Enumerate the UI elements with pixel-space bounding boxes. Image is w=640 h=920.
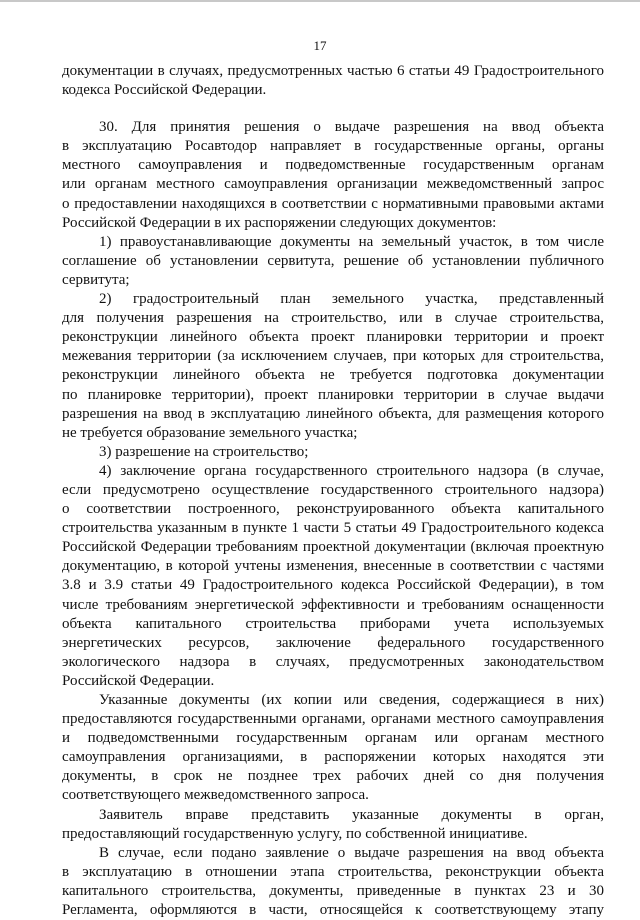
top-edge-rule <box>0 0 640 2</box>
text-line: сервитута; <box>62 271 130 288</box>
text-line: документацию, в которой учтены изменения, внесенные в соответствии с частями <box>62 558 604 575</box>
text-line: межевания территории (за исключением случаев, при которых для строительства, <box>62 348 604 365</box>
text-line: или органам местного самоуправления организации межведомственный запрос <box>62 176 604 193</box>
text-line: по планировке территории), проект планировки территории в случае выдачи <box>62 386 604 403</box>
page-number: 17 <box>313 38 327 53</box>
text-line: реконструкции линейного объекта не требуется подготовка документации <box>62 367 604 384</box>
text-line: соответствующего межведомственного запроса. <box>62 787 369 804</box>
paragraph <box>62 118 604 233</box>
text-line: числе требованиям энергетической эффективности и требованиям оснащенности <box>62 596 604 613</box>
text-line: кодекса Российской Федерации. <box>62 82 267 99</box>
text-line: если предусмотрено осуществление государственного строительного надзора) <box>62 481 604 498</box>
paragraph <box>62 443 604 462</box>
text-line: о соответствии построенного, реконструированного объекта капитального <box>62 501 604 518</box>
text-line: реконструкции линейного объекта проект планировки территории и проект <box>62 329 604 346</box>
text-line: местного самоуправления и подведомственные государственным органам <box>62 157 604 174</box>
text-line: 4) заключение органа государственного строительного надзора (в случае, <box>99 462 604 479</box>
text-line: о предоставлении находящихся в соответствии с нормативными правовыми актами <box>62 195 604 212</box>
text-line: соглашение об установлении сервитута, решение об установлении публичного <box>62 252 604 269</box>
text-line: предоставляются государственными органами, органами местного самоуправления <box>62 711 604 728</box>
text-line: Российской Федерации требованиям проектной документации (включая проектную <box>62 539 604 556</box>
paragraph-gap <box>62 100 604 118</box>
text-line: 2) градостроительный план земельного участка, представленный <box>99 291 604 308</box>
text-line: для получения разрешения на строительство, или в случае строительства, <box>62 310 604 327</box>
paragraph <box>62 806 604 844</box>
text-line: Регламента, оформляются в части, относящейся к соответствующему этапу <box>62 902 604 919</box>
text-line: Российской Федерации. <box>62 672 215 689</box>
text-line: строительства указанным в пункте 1 части 5 статьи 49 Градостроительного кодекса <box>62 520 604 537</box>
text-line: энергетических ресурсов, заключение федерального государственного <box>62 634 604 651</box>
text-line: Указанные документы (их копии или сведения, содержащиеся в них) <box>99 692 604 708</box>
text-line: документы, в срок не позднее трех рабочих дней со дня получения <box>62 768 604 785</box>
text-line: В случае, если подано заявление о выдаче разрешения на ввод объекта <box>99 844 604 861</box>
text-line: и подведомственными государственным органам или органам местного <box>62 730 604 747</box>
document-body <box>62 62 604 920</box>
text-line: 30. Для принятия решения о выдаче разрешения на ввод объекта <box>99 119 604 136</box>
text-line: экологического надзора в случаях, предусмотренных законодательством <box>62 653 604 670</box>
paragraph <box>62 290 604 443</box>
text-line: предоставляющий государственную услугу, по собственной инициативе. <box>62 825 528 842</box>
text-line: в эксплуатацию Росавтодор направляет в государственные органы, органы <box>62 138 604 155</box>
paragraph <box>62 233 604 290</box>
text-line: разрешения на ввод в эксплуатацию линейного объекта, для размещения которого <box>62 405 604 422</box>
text-line: в эксплуатацию в отношении этапа строительства, реконструкции объекта <box>62 863 604 880</box>
text-line: документации в случаях, предусмотренных частью 6 статьи 49 Градостроительного <box>62 63 604 79</box>
text-line: 3) разрешение на строительство; <box>99 443 309 460</box>
text-line: объекта капитального строительства приборами учета используемых <box>62 615 604 632</box>
paragraph <box>62 844 604 920</box>
text-line: 3.8 и 3.9 статьи 49 Градостроительного кодекса Российской Федерации), в том <box>62 577 604 594</box>
text-line: Российской Федерации в их распоряжении следующих документов: <box>62 214 497 231</box>
text-line: самоуправления организациями, в распоряжении которых находятся эти <box>62 749 604 766</box>
paragraph <box>62 462 604 691</box>
text-line: капитального строительства, документы, приведенные в пунктах 23 и 30 <box>62 882 604 899</box>
text-line: не требуется образование земельного участка; <box>62 424 358 441</box>
text-line: 1) правоустанавливающие документы на земельный участок, в том числе <box>99 233 604 250</box>
paragraph <box>62 62 604 100</box>
text-line: Заявитель вправе представить указанные документы в орган, <box>99 806 604 823</box>
paragraph <box>62 691 604 806</box>
